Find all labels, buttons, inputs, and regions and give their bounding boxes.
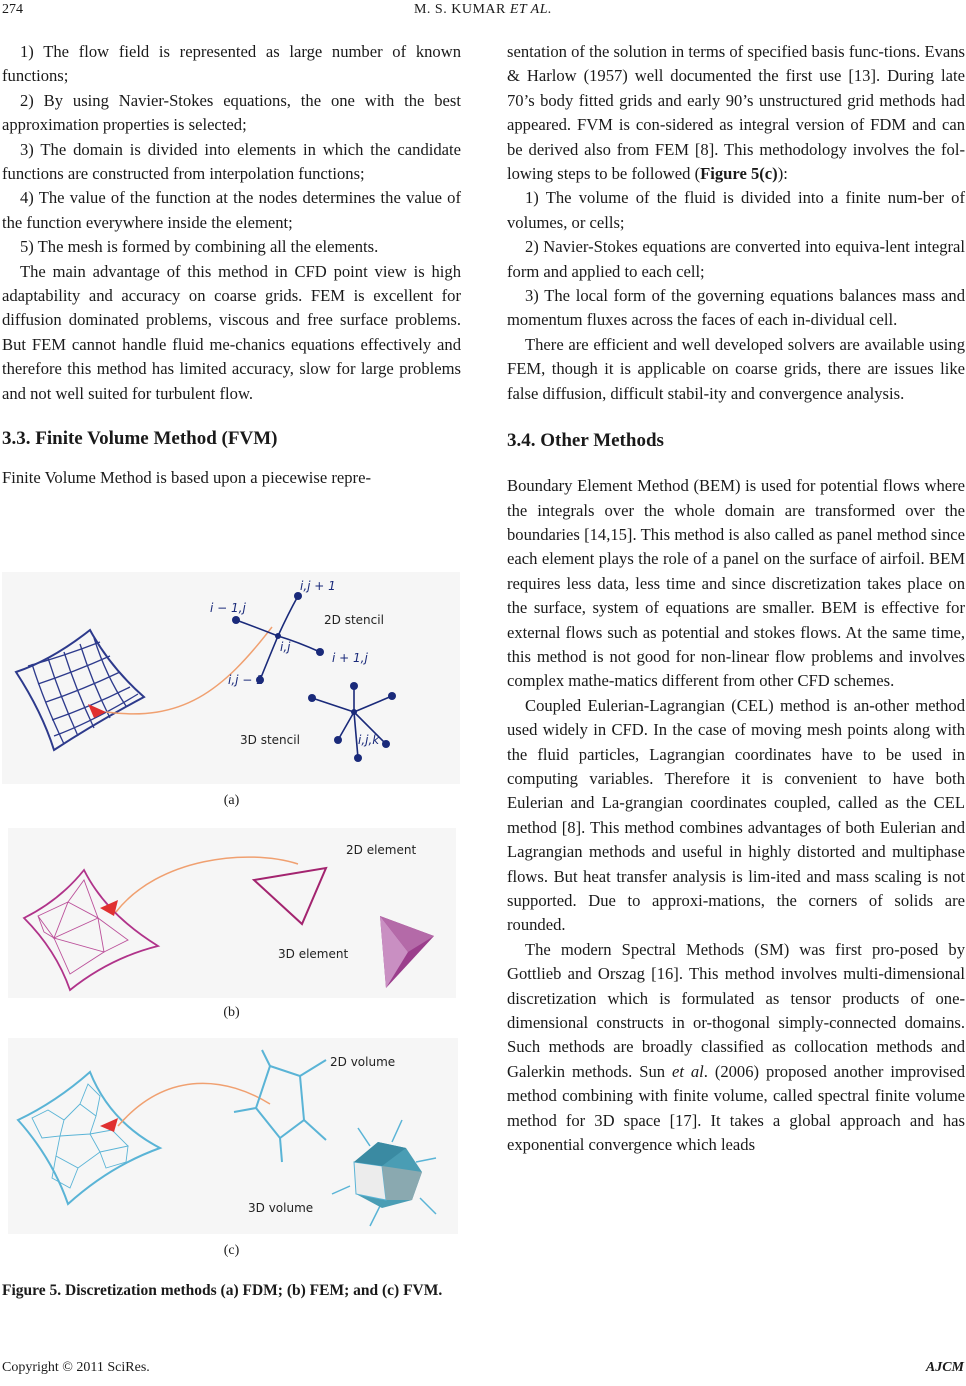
label-2d-volume: 2D volume [330, 1055, 396, 1069]
label-ij: i,j [280, 640, 291, 654]
label-2d-element: 2D element [346, 843, 417, 857]
caption-b: (b) [223, 1005, 240, 1020]
fvm-step-2: 2) Navier-Stokes equations are converted into equiva-lent integral form and applied to each cell; [507, 237, 965, 281]
running-title: M. S. KUMAR ET AL. [413, 2, 553, 17]
label-ij-plus-1: i,j + 1 [300, 579, 336, 593]
fem-step-4: 4) The value of the function at the nodes determines the value of the function everywhere inside the element; [2, 188, 461, 232]
copyright: Copyright © 2011 SciRes. [2, 1360, 150, 1375]
figure-5c-fvm [8, 1038, 458, 1234]
caption-a: (a) [223, 793, 240, 808]
label-2d-stencil: 2D stencil [324, 613, 384, 627]
fem-step-2: 2) By using Navier-Stokes equations, the one with the best approximation properties is selected; [2, 90, 461, 135]
figure-5a-fdm [2, 572, 460, 784]
left-column [2, 40, 461, 491]
label-3d-volume: 3D volume [248, 1201, 314, 1215]
page-number: 274 [2, 2, 23, 17]
label-ijk: i,j,k [358, 733, 380, 747]
fem-step-3: 3) The domain is divided into elements in which the candidate functions are constructed from interpolation functions; [2, 139, 461, 184]
fem-step-1: 1) The flow field is represented as large number of known functions; [2, 42, 461, 86]
running-title-etal: ET AL. [509, 2, 553, 17]
figure-5-caption: Figure 5. Discretization methods (a) FDM; (b) FEM; and (c) FVM. [2, 1282, 443, 1299]
cel-paragraph: Coupled Eulerian-Lagrangian (CEL) method is an-other method used widely in CFD. In the case of moving mesh points along with the fluid particles, Lagrangian coordinates have to be used in computing variables. Therefore it is convenient to have both Eulerian and La-grangian coordinates coupled, called as the CEL method [8]. This method combines advantages of both Eulerian and Lagrangian methods and useful in highly distorted and multiphase flows. But heat transfer analysis is lim-ited and mass scaling is not supported. Due to approxi-mations, the corners of solids are rounded. [507, 695, 965, 935]
bem-paragraph: Boundary Element Method (BEM) is used for potential flows where the integrals over the whole domain are transformed over the boundaries [14,15]. This method is also called as panel method since each element plays the role of a panel on the surface of airfoil. BEM requires less data, less time and since discretization takes place on the surface, system of equations are smaller. BEM is effective for external flows such as potential and stokes flows. At the same time, this method is not good for non-linear flow problems and involves complex mathe-matics different from other CFD schemes. [507, 476, 965, 691]
figure-5b-fem [8, 828, 456, 998]
spectral-methods-paragraph: The modern Spectral Methods (SM) was first pro-posed by Gottlieb and Orszag [16]. This method involves multi-dimensional discretization which is formulated as tensor products of one-dimensional constructs in or-thogonal simply-connected domains. Such methods are broadly classified as collocation methods and Galerkin methods. Sun et al. (2006) proposed another improvised method combining with finite volume, called spectral finite volume method for 3D space [17]. It takes a global approach and has exponential convergence which leads [507, 939, 966, 1155]
fvm-intro-paragraph: Finite Volume Method is based upon a piecewise repre- [2, 468, 371, 488]
fem-advantages-paragraph: The main advantage of this method in CFD point view is high adaptability and accuracy on coarse grids. FEM is excellent for diffusion dominated problems, viscous and free surface problems. But FEM cannot handle fluid me-chanics equations effectively and therefore this method has limited accuracy, slow for large problems and not well suited for turbulent flow. [2, 261, 461, 403]
journal-name: AJCM [925, 1360, 964, 1375]
section-heading-fvm: 3.3. Finite Volume Method (FVM) [2, 428, 278, 450]
label-3d-element: 3D element [278, 947, 349, 961]
fvm-step-1: 1) The volume of the fluid is divided into a finite num-ber of volumes, or cells; [507, 188, 965, 232]
caption-c: (c) [223, 1243, 240, 1258]
label-3d-stencil: 3D stencil [240, 733, 300, 747]
fvm-step-3: 3) The local form of the governing equations balances mass and momentum fluxes across the faces of each in-dividual cell. [507, 286, 965, 330]
page-header [0, 2, 966, 24]
label-ij-minus-1: i,j − 1 [228, 673, 264, 687]
right-column [507, 40, 965, 1157]
fvm-continuation-paragraph: sentation of the solution in terms of specified basis func-tions. Evans & Harlow (1957) well documented the first use [13]. During late 70’s body fitted grids and early 90’s unstructured grid methods had appeared. FVM is con-sidered as integral version of FDM and can be derived also from FEM [8]. This methodology involves the fol-lowing steps to be followed (Figure 5(c)): [507, 42, 965, 184]
fem-step-5: 5) The mesh is formed by combining all the elements. [20, 237, 379, 257]
fvm-solvers-paragraph: There are efficient and well developed solvers are available using FEM, though it is applicable on coarse grids, there are issues like false diffusion, difficult stabil-ity and convergence analysis. [507, 334, 965, 403]
label-i-minus-1-j: i − 1,j [210, 601, 246, 615]
figure-5c-reference: Figure 5(c) [700, 164, 778, 184]
label-i-plus-1-j: i + 1,j [332, 651, 368, 665]
section-heading-other-methods: 3.4. Other Methods [507, 430, 664, 452]
